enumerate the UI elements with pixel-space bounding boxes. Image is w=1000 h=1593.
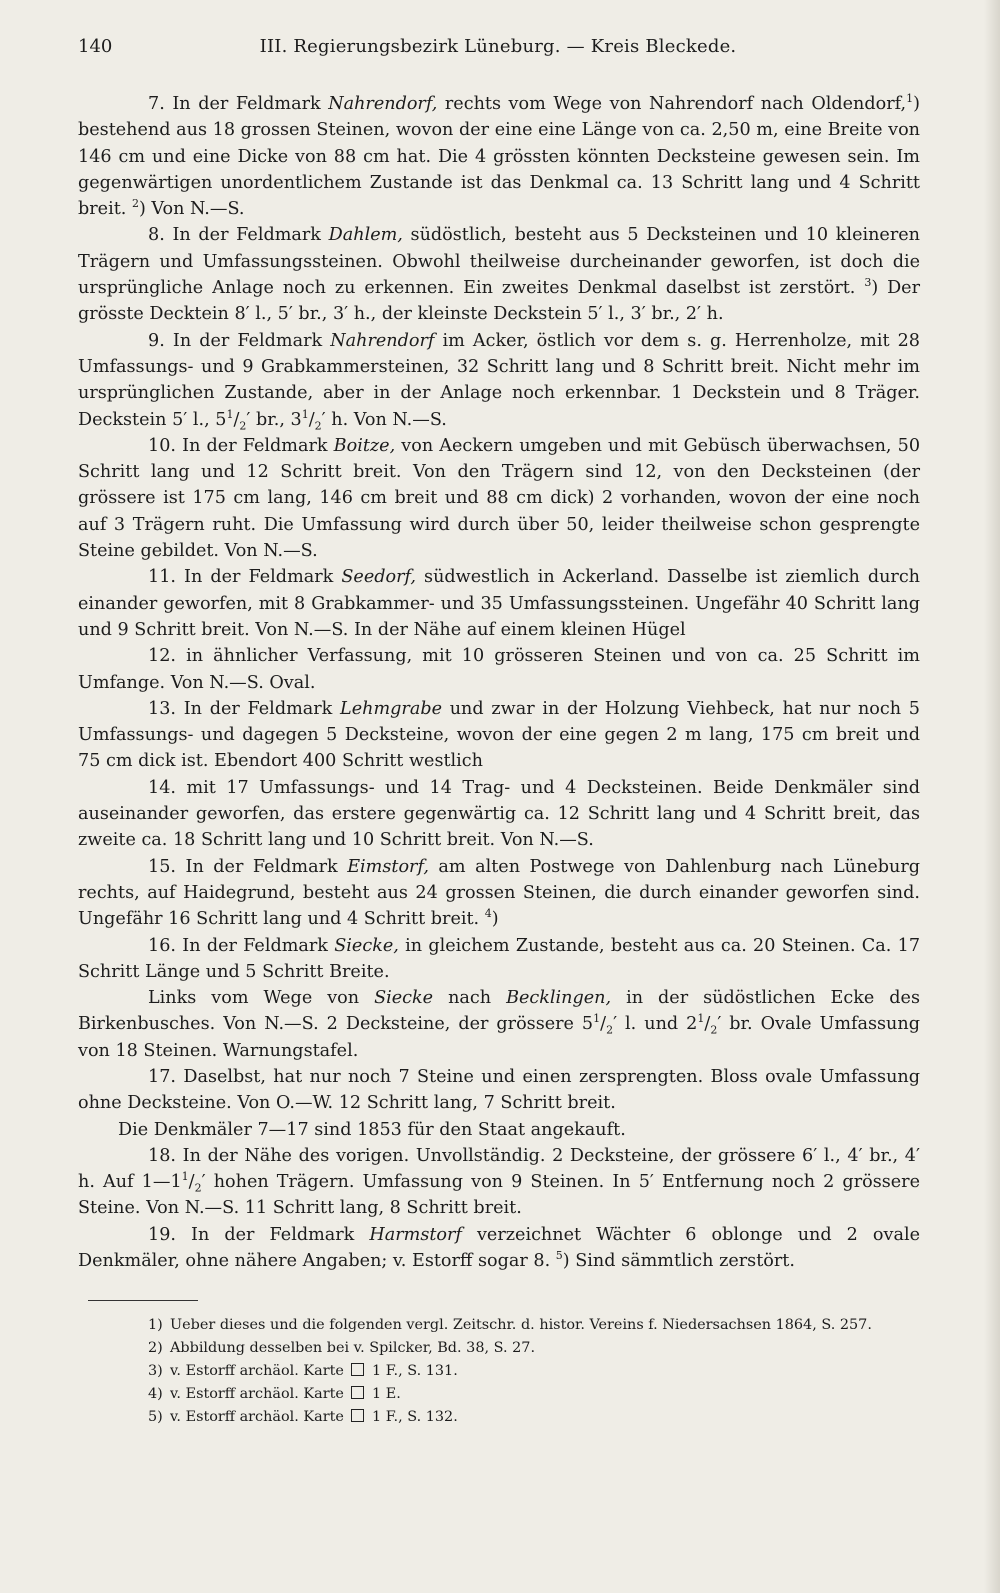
page-edge-shadow: [984, 0, 1000, 1593]
footnote-ref: 4: [484, 907, 492, 921]
entry-19: 19. In der Feldmark Harmstorf verzeichnet Wächter 6 oblonge und 2 ovale Denkmäler, ohne nähere Angaben; v. Estorff sogar 8. $^5$) Sind sämmtlich zerstört.: [78, 1224, 920, 1272]
footnote-1: 1) Ueber dieses und die folgenden vergl. Zeitschr. d. histor. Vereins f. Niedersachsen 1864, S. 257.: [148, 1317, 872, 1333]
main-text: [78, 91, 920, 1274]
place-name: Nahrendorf,: [328, 94, 438, 114]
entry-17: 17. Daselbst, hat nur noch 7 Steine und einen zersprengten. Bloss ovale Umfassung ohne Decksteine. Von O.—W. 12 Schritt lang, 7 Schritt breit.: [78, 1066, 921, 1114]
entry-16: 16. In der Feldmark Siecke, in gleichem Zustande, besteht aus ca. 20 Steinen. Ca. 17 Schritt Länge und 5 Schritt Breite.: [78, 935, 921, 982]
place-name: Boitze,: [333, 435, 396, 456]
entry-10: 10. In der Feldmark Boitze, von Aeckern umgeben und mit Gebüsch überwachsen, 50 Schritt lang und 12 Schritt breit. Von den Trägern sind 12, von den Decksteinen (der grössere ist 175 cm lang, 146 cm breit und 88 cm dick) 2 vorhanden, wovon der eine noch auf 3 Trägern ruht. Die Umfassung wird durch über 50, leider theilweise schon gesprengte Steine gebildet. Von N.—S.: [78, 435, 921, 562]
entry-18: 18. In der Nähe des vorigen. Unvollständig. 2 Decksteine, der grössere 6′ l., 4′ br., 4′ h. Auf $1—1^1/_2'$ hohen Trägern. Umfassung von 9 Steinen. In 5′ Entfernung noch 2 grössere Steine. Von N.—S. 11 Schritt lang, 8 Schritt breit.: [78, 1145, 920, 1219]
place-name: Siecke,: [334, 935, 399, 956]
place-name: Nahrendorf: [330, 330, 435, 351]
square-map-symbol-icon: [351, 1363, 364, 1376]
footnote-4: 4) v. Estorff archäol. Karte 1 E.: [148, 1386, 401, 1402]
place-name: Seedorf,: [341, 567, 416, 588]
place-name: Dahlem,: [328, 225, 403, 246]
entry-8: 8. In der Feldmark Dahlem, südöstlich, besteht aus 5 Decksteinen und 10 kleineren Trägern und Umfassungssteinen. Obwohl theilweise durcheinander geworfen, ist doch die ursprüngliche Anlage noch zu erkennen. Ein zweites Denkmal daselbst ist zerstört. $^3$) Der grösste Decktein 8′ l., 5′ br., 3′ h., der kleinste Deckstein 5′ l., 3′ br., 2′ h.: [78, 225, 921, 325]
footnote-3: 3) v. Estorff archäol. Karte 1 F., S. 131.: [148, 1363, 458, 1379]
entry-14: 14. mit 17 Umfassungs- und 14 Trag- und 4 Decksteinen. Beide Denkmäler sind auseinander geworfen, das erstere gegenwärtig ca. 12 Schritt lang und 4 Schritt breit, das zweite ca. 18 Schritt lang und 10 Schritt breit. Von N.—S.: [78, 777, 921, 851]
footnote-ref: 1: [906, 92, 914, 106]
place-name: Siecke: [374, 988, 434, 1009]
purchase-note: Die Denkmäler 7—17 sind 1853 für den Staat angekauft.: [118, 1119, 626, 1140]
entry-12: 12. in ähnlicher Verfassung, mit 10 grösseren Steinen und von ca. 25 Schritt im Umfange. Von N.—S. Oval.: [78, 646, 920, 693]
page-number: 140: [78, 36, 113, 57]
place-name: Harmstorf: [369, 1224, 462, 1245]
page-header: [78, 36, 918, 60]
entry-16-sub: Links vom Wege von Siecke nach Becklingen, in der südöstlichen Ecke des Birkenbusches. Von N.—S. 2 Decksteine, der grössere $5^1/_2'$ l. und $2^1/_2'$ br. Ovale Umfassung von 18 Steinen. Warnungstafel.: [78, 988, 921, 1061]
square-map-symbol-icon: [351, 1386, 364, 1399]
footnote-ref: 2: [131, 197, 139, 211]
entry-11: 11. In der Feldmark Seedorf, südwestlich in Ackerland. Dasselbe ist ziemlich durch einander geworfen, mit 8 Grabkammer- und 35 Umfassungssteinen. Ungefähr 40 Schritt lang und 9 Schritt breit. Von N.—S. In der Nähe auf einem kleinen Hügel: [78, 567, 921, 640]
footnote-divider: [88, 1300, 198, 1301]
entry-15: 15. In der Feldmark Eimstorf, am alten Postwege von Dahlenburg nach Lüneburg rechts, auf Haidegrund, besteht aus 24 grossen Steinen, die durch einander geworfen sind. Ungefähr 16 Schritt lang und 4 Schritt breit. $^4$): [78, 856, 921, 930]
square-map-symbol-icon: [351, 1409, 364, 1422]
footnote-2: 2) Abbildung desselben bei v. Spilcker, Bd. 38, S. 27.: [148, 1340, 536, 1356]
place-name: Lehmgrabe: [340, 698, 442, 719]
entry-7: 7. In der Feldmark Nahrendorf, rechts vom Wege von Nahrendorf nach Oldendorf,$^1$) bestehend aus 18 grossen Steinen, wovon der eine eine Länge von ca. 2,50 m, eine Breite von 146 cm und eine Dicke von 88 cm hat. Die 4 grössten könnten Decksteine gewesen sein. Im gegenwärtigen unordentlichem Zustande ist das Denkmal ca. 13 Schritt lang und 4 Schritt breit. $^2$) Von N.—S.: [78, 92, 920, 220]
place-name: Eimstorf,: [347, 856, 429, 877]
entry-13: 13. In der Feldmark Lehmgrabe und zwar in der Holzung Viehbeck, hat nur noch 5 Umfassungs- und dagegen 5 Decksteine, wovon der eine gegen 2 m lang, 175 cm breit und 75 cm dick ist. Ebendort 400 Schritt westlich: [78, 698, 920, 772]
running-title: III. Regierungsbezirk Lüneburg. — Kreis Bleckede.: [259, 36, 737, 57]
footnote-ref: 3: [864, 276, 872, 290]
footnote-ref: 5: [555, 1249, 563, 1263]
footnote-5: 5) v. Estorff archäol. Karte 1 F., S. 132.: [148, 1409, 458, 1425]
entry-9: 9. In der Feldmark Nahrendorf im Acker, östlich vor dem s. g. Herrenholze, mit 28 Umfassungs- und 9 Grabkammersteinen, 32 Schritt lang und 8 Schritt breit. Nicht mehr im ursprünglichen Zustande, aber in der Anlage noch erkennbar. 1 Deckstein und 8 Träger. Deckstein 5′ l., $5^1/_2'$ br., $3^1/_2'$ h. Von N.—S.: [78, 330, 920, 433]
place-name: Becklingen,: [506, 988, 612, 1009]
footnotes: [148, 1314, 923, 1429]
